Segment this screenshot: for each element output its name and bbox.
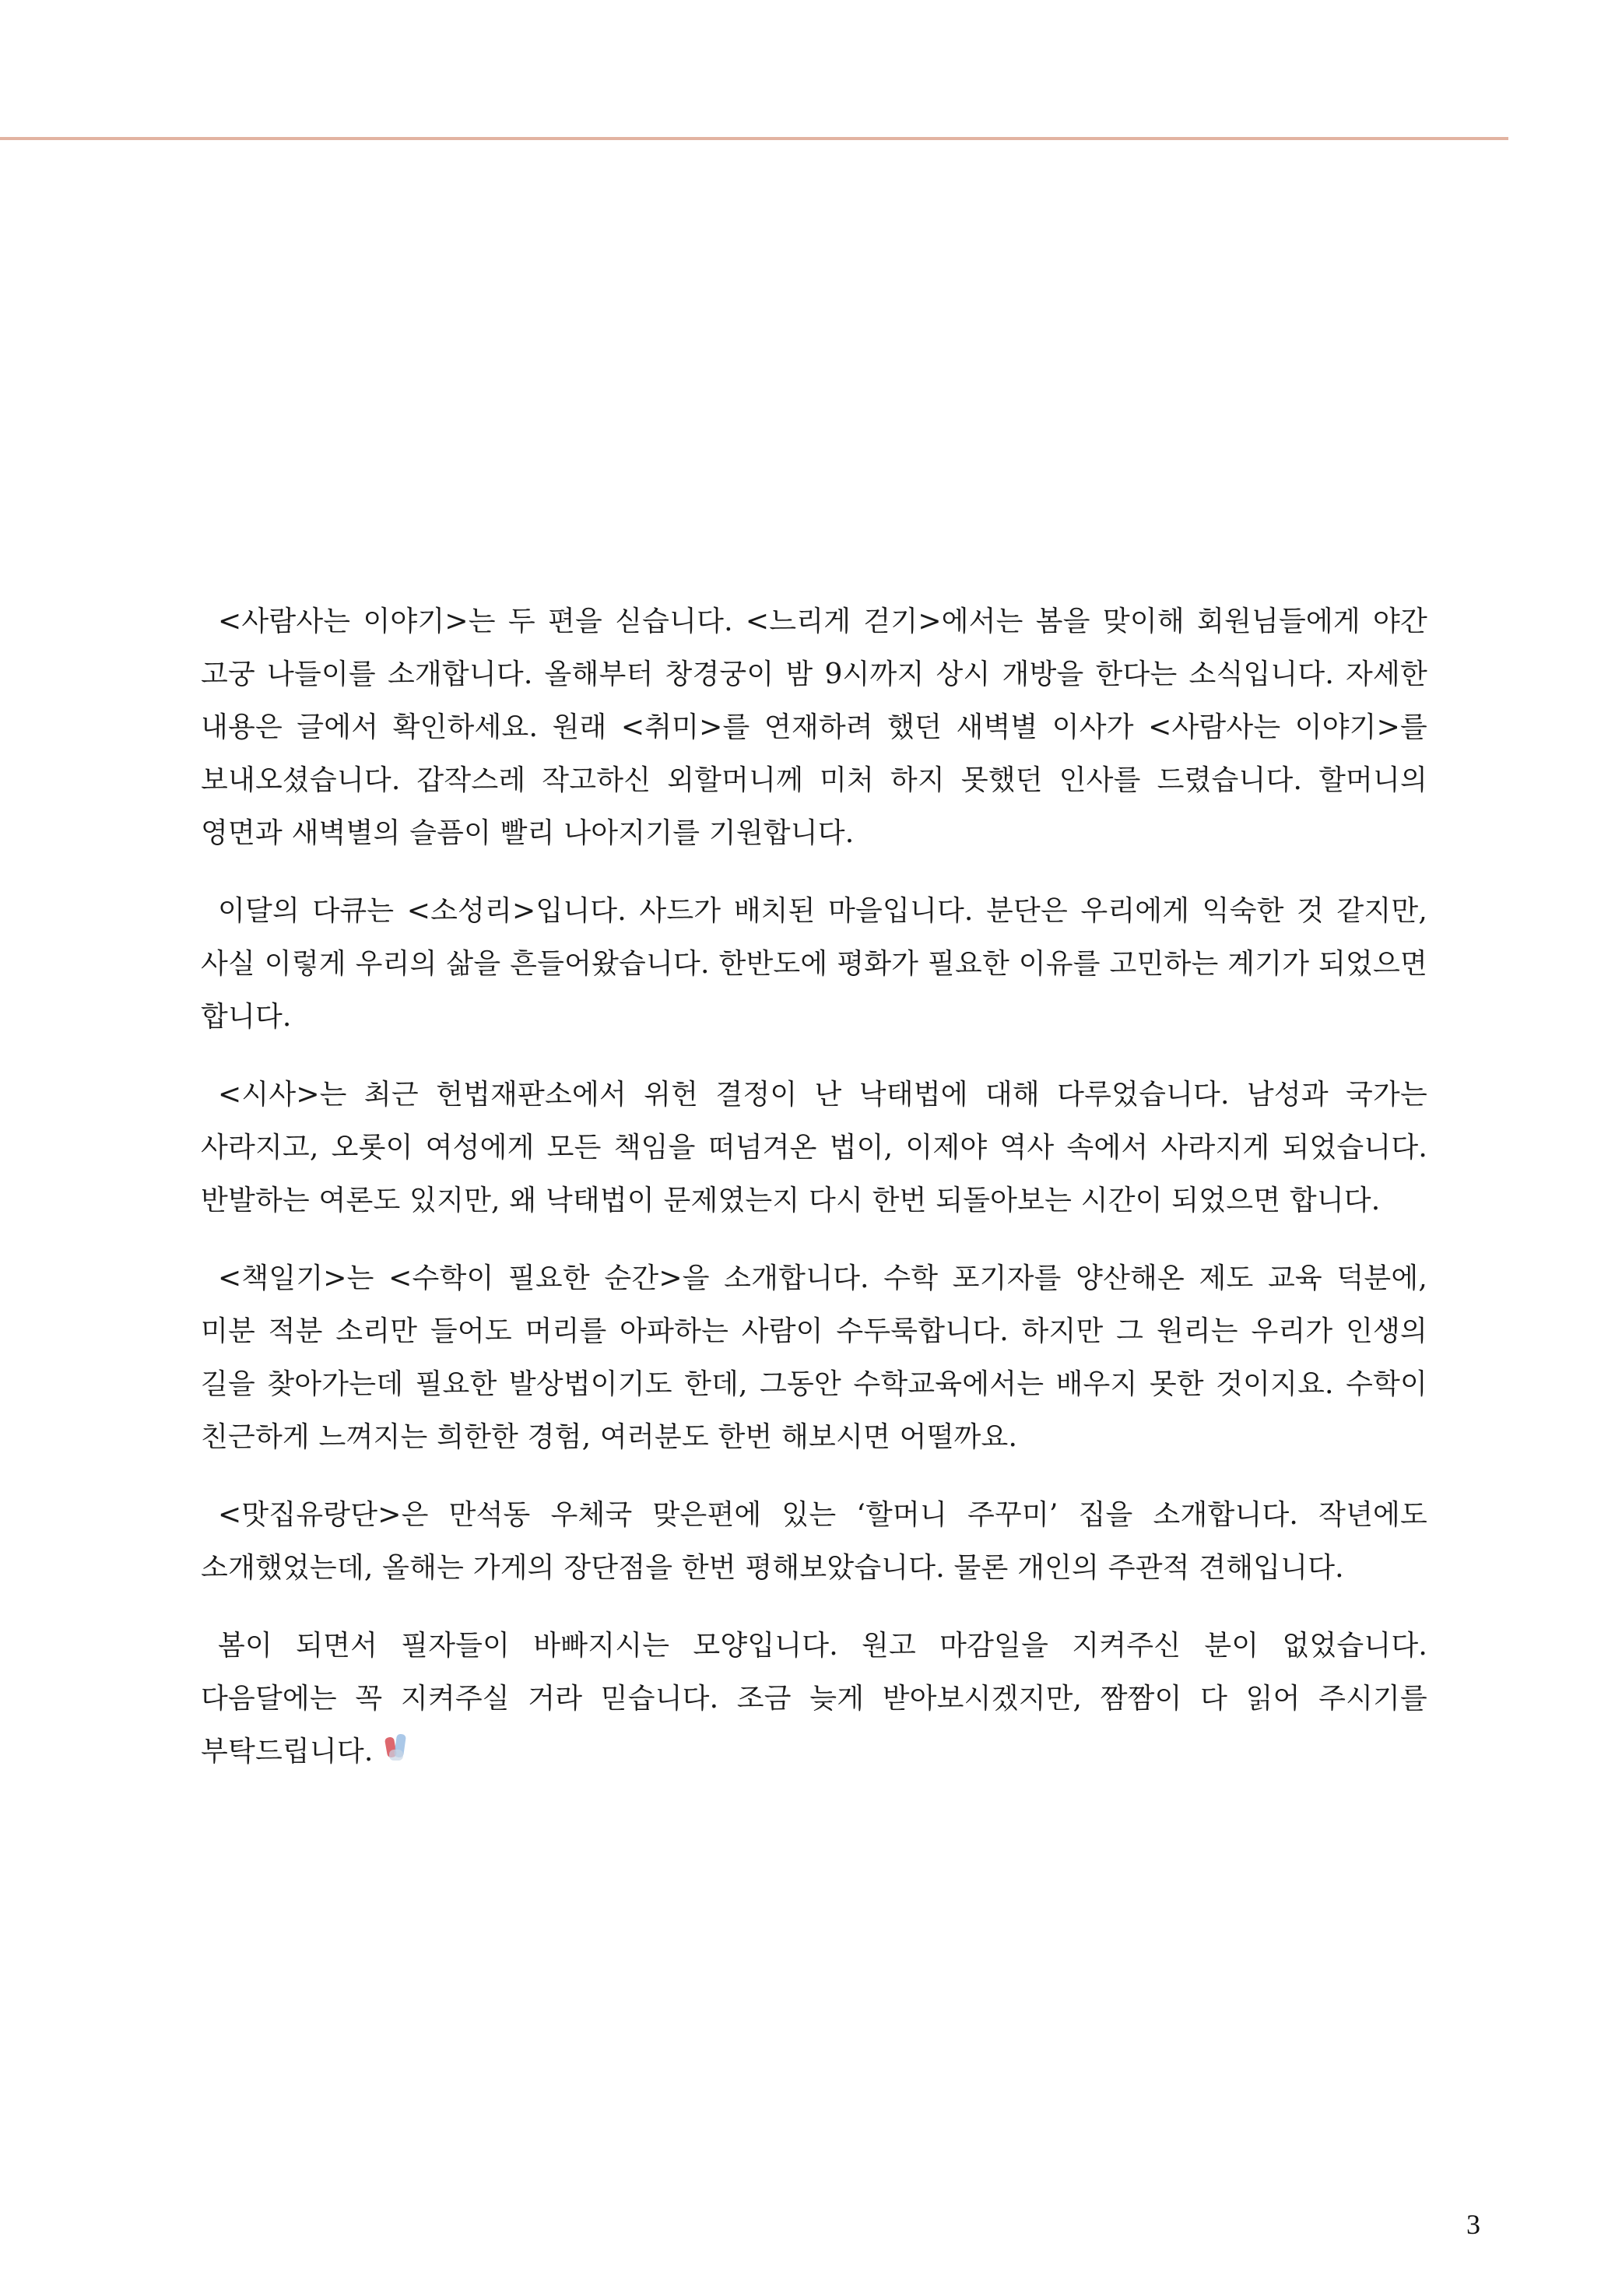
header-rule [0, 137, 1508, 140]
paragraph-documentary: 이달의 다큐는 <소성리>입니다. 사드가 배치된 마을입니다. 분단은 우리에게 익숙한 것 같지만, 사실 이렇게 우리의 삶을 흔들어왔습니다. 한반도에 평화가 필요한 이유를 고민하는 계기가 되었으면 합니다. [201, 895, 1427, 1033]
paragraph-sarangsaneun: <사람사는 이야기>는 두 편을 싣습니다. <느리게 걷기>에서는 봄을 맞이해 회원님들에게 야간 고궁 나들이를 소개합니다. 올해부터 창경궁이 밤 9시까지 상시 개방을 한다는 소식입니다. 자세한 내용은 글에서 확인하세요. 원래 <취미>를 연재하려 했던 새벽별 이사가 <사람사는 이야기>를 보내오셨습니다. 갑작스레 작고하신 외할머니께 미처 하지 못했던 인사를 드렸습니다. 할머니의 영면과 새벽별의 슬픔이 빨리 나아지기를 기원합니다. [201, 606, 1427, 849]
paragraph-current-affairs: <시사>는 최근 헌법재판소에서 위헌 결정이 난 낙태법에 대해 다루었습니다. 남성과 국가는 사라지고, 오롯이 여성에게 모든 책임을 떠넘겨온 법이, 이제야 역사 속에서 사라지게 되었습니다. 반발하는 여론도 있지만, 왜 낙태법이 문제였는지 다시 한번 되돌아보는 시간이 되었으면 합니다. [201, 1079, 1427, 1216]
paragraph-book-diary: <책일기>는 <수학이 필요한 순간>을 소개합니다. 수학 포기자를 양산해온 제도 교육 덕분에, 미분 적분 소리만 들어도 머리를 아파하는 사람이 수두룩합니다. 하지만 그 원리는 우리가 인생의 길을 찾아가는데 필요한 발상법이기도 한데, 그동안 수학교육에서는 배우지 못한 것이지요. 수학이 친근하게 느껴지는 희한한 경험, 여러분도 한번 해보시면 어떨까요. [201, 1262, 1427, 1453]
crayon-emoji-icon [383, 1733, 409, 1767]
paragraph-restaurant: <맛집유랑단>은 만석동 우체국 맞은편에 있는 ‘할머니 주꾸미’ 집을 소개합니다. 작년에도 소개했었는데, 올해는 가게의 장단점을 한번 평해보았습니다. 물론 개인의 주관적 견해입니다. [201, 1499, 1427, 1584]
closing-text: 봄이 되면서 필자들이 바빠지시는 모양입니다. 원고 마감일을 지켜주신 분이 없었습니다. 다음달에는 꼭 지켜주실 거라 믿습니다. 조금 늦게 받아보시겠지만, 짬짬이 다 읽어 주시기를 부탁드립니다. [201, 1630, 1427, 1768]
paragraph-closing [201, 1620, 1427, 1778]
editorial-body [201, 595, 1427, 1778]
page-number: 3 [1466, 2209, 1480, 2240]
